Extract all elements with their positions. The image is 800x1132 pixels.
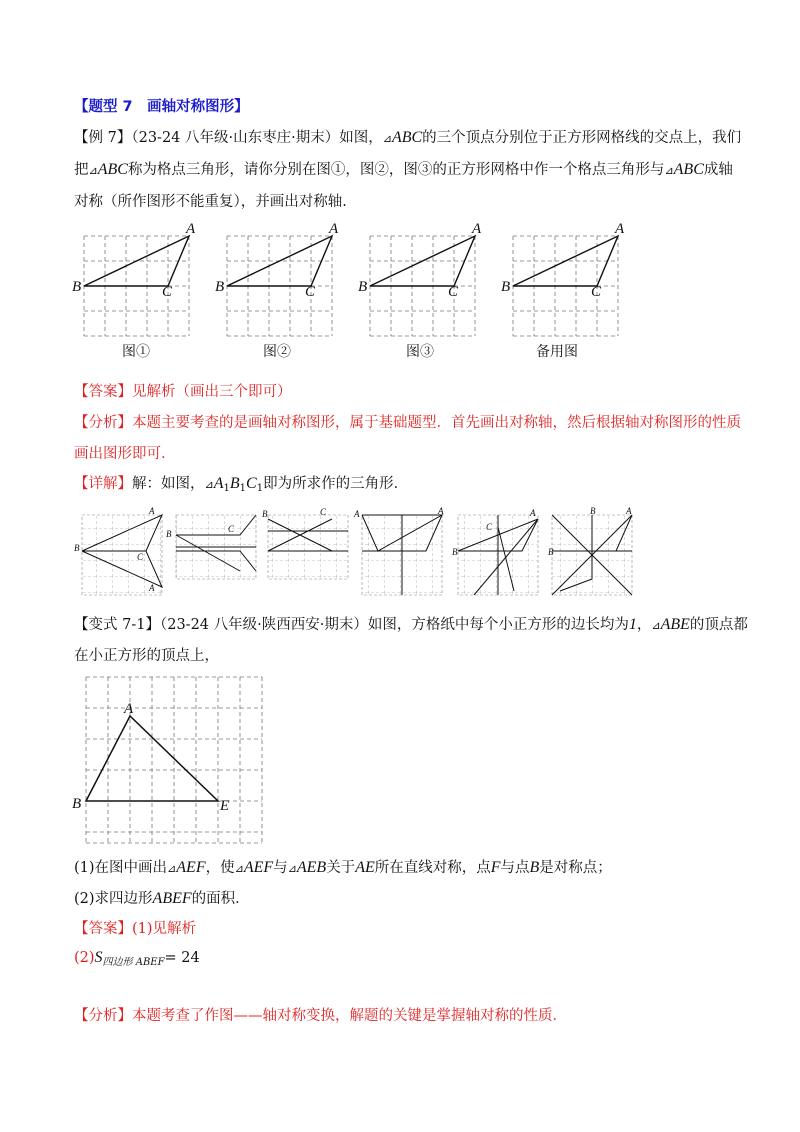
sol-label-a: A	[149, 506, 155, 516]
label-b: B	[72, 279, 82, 295]
ans2b: = 24	[164, 950, 200, 966]
example-source: （23-24 八年级·山东枣庄·期末）如图，	[131, 130, 383, 146]
variant-text1b: ，	[636, 617, 652, 633]
sol-label-a: A	[530, 508, 536, 518]
sol-label-c: C	[228, 524, 235, 534]
section-title: 【题型 7 画轴对称图形】	[74, 99, 249, 115]
label-c: C	[305, 284, 316, 300]
triangle-icon: ⊿	[167, 862, 177, 875]
sol-label-c: C	[137, 552, 144, 562]
quad-abef: ABEF	[152, 890, 192, 907]
q1a: (1)在图中画出	[74, 860, 168, 876]
tri-abe: ABE	[660, 616, 690, 633]
analysis-2: 【分析】本题考查了作图——轴对称变换，解题的关键是掌握轴对称的性质．	[74, 1008, 567, 1024]
figure-label-4: 备用图	[536, 345, 578, 360]
q1c: 与	[273, 860, 288, 876]
label-b: B	[501, 279, 511, 295]
sol-label-c: C	[486, 522, 493, 532]
q1f: 与点	[500, 860, 530, 876]
example-text2a: 把	[74, 162, 89, 178]
figure-label-1: 图①	[122, 345, 150, 360]
a1: A	[213, 475, 224, 492]
example-text2c: 成轴	[703, 162, 733, 178]
tri-abc: ABC	[673, 161, 704, 178]
label-a: A	[186, 221, 196, 237]
c1: C	[246, 475, 257, 492]
tri-aef: AEF	[243, 859, 274, 876]
point-f: F	[490, 859, 501, 876]
label-a: A	[615, 221, 625, 237]
point-b: B	[529, 859, 540, 876]
b1: B	[229, 475, 240, 492]
detail-post: 即为所求作的三角形．	[263, 476, 409, 492]
variant-label-b: B	[72, 796, 82, 812]
tri-abc: ABC	[391, 129, 423, 146]
answer-1: 【答案】见解析（画出三个即可）	[74, 384, 292, 400]
sol-label-a1: A	[354, 509, 360, 519]
label-c: C	[591, 284, 602, 300]
answer-2: 【答案】(1)见解析	[74, 921, 197, 937]
example-text1: 的三个顶点分别位于正方形网格线的交点上，我们	[422, 130, 742, 146]
ans2a: (2)	[74, 950, 95, 966]
triangle-icon: ⊿	[664, 164, 674, 177]
variant-label-e: E	[220, 798, 230, 814]
q2b: 的面积．	[191, 891, 250, 907]
label-a: A	[329, 221, 339, 237]
label-b: B	[358, 279, 368, 295]
label-a: A	[472, 221, 482, 237]
detail-tag: 【详解】	[74, 476, 132, 492]
sol-label-b: B	[452, 547, 458, 557]
q1b: ，使	[205, 860, 235, 876]
line-ae: AE	[355, 859, 375, 876]
tri-aeb: AEB	[296, 859, 327, 876]
question-1	[74, 858, 612, 879]
q2a: (2)求四边形	[74, 891, 153, 907]
q1g: 是对称点；	[539, 860, 612, 876]
s-subscript: 四边形 ABEF	[102, 957, 165, 968]
sol-label-b: B	[548, 547, 554, 557]
analysis-1a: 【分析】本题主要考查的是画轴对称图形，属于基础题型．首先画出对称轴，然后根据轴对称图形的性质	[74, 415, 741, 431]
variant-one: 1	[628, 616, 637, 633]
example-text2b: 称为格点三角形，请你分别在图①，图②，图③的正方形网格中作一个格点三角形与	[127, 162, 665, 178]
sol-label-b1: B	[262, 509, 268, 519]
label-c: C	[448, 284, 459, 300]
question-2	[74, 889, 250, 909]
variant-line-2: 在小正方形的顶点上，	[74, 648, 219, 664]
triangle-icon: ⊿	[651, 619, 661, 632]
sol-label-b: B	[74, 543, 80, 553]
variant-label-a: A	[124, 701, 134, 717]
triangle-icon: ⊿	[287, 862, 297, 875]
sol-label-a: A	[626, 506, 632, 516]
variant-text1c: 的顶点都	[689, 617, 748, 633]
sol-label-a: A	[438, 506, 444, 516]
triangle-icon: ⊿	[204, 478, 214, 491]
tri-aef: AEF	[176, 859, 206, 876]
sub-1: 1	[256, 483, 264, 494]
answer-2-line-2	[74, 948, 200, 973]
sub-1: 1	[239, 483, 247, 494]
sub-1: 1	[223, 483, 230, 494]
figure-label-3: 图③	[406, 345, 434, 360]
triangle-icon: ⊿	[88, 164, 98, 177]
label-c: C	[162, 284, 173, 300]
triangle-icon: ⊿	[234, 862, 244, 875]
variant-text1a: （23-24 八年级·陕西西安·期末）如图，方格纸中每个小正方形的边长均为	[159, 617, 629, 633]
q1d: 关于	[326, 860, 356, 876]
example-line-3: 对称（所作图形不能重复），并画出对称轴.	[74, 194, 347, 210]
sol-label-c1: C	[320, 507, 327, 517]
figure-label-2: 图②	[263, 345, 291, 360]
triangle-icon: ⊿	[382, 132, 392, 145]
variant-tag: 【变式 7-1】	[74, 617, 160, 633]
detail-pre: 解：如图，	[132, 476, 205, 492]
sol-label-a1: A	[149, 583, 155, 593]
sol-label-b: B	[166, 529, 172, 539]
analysis-1b: 画出图形即可．	[74, 446, 176, 462]
tri-abc: ABC	[97, 161, 128, 178]
q1e: 所在直线对称，点	[374, 860, 491, 876]
sol-label-b1: B	[590, 506, 596, 516]
label-b: B	[215, 279, 225, 295]
example-tag: 【例 7】	[74, 130, 132, 146]
symbol-s: S	[94, 949, 103, 966]
